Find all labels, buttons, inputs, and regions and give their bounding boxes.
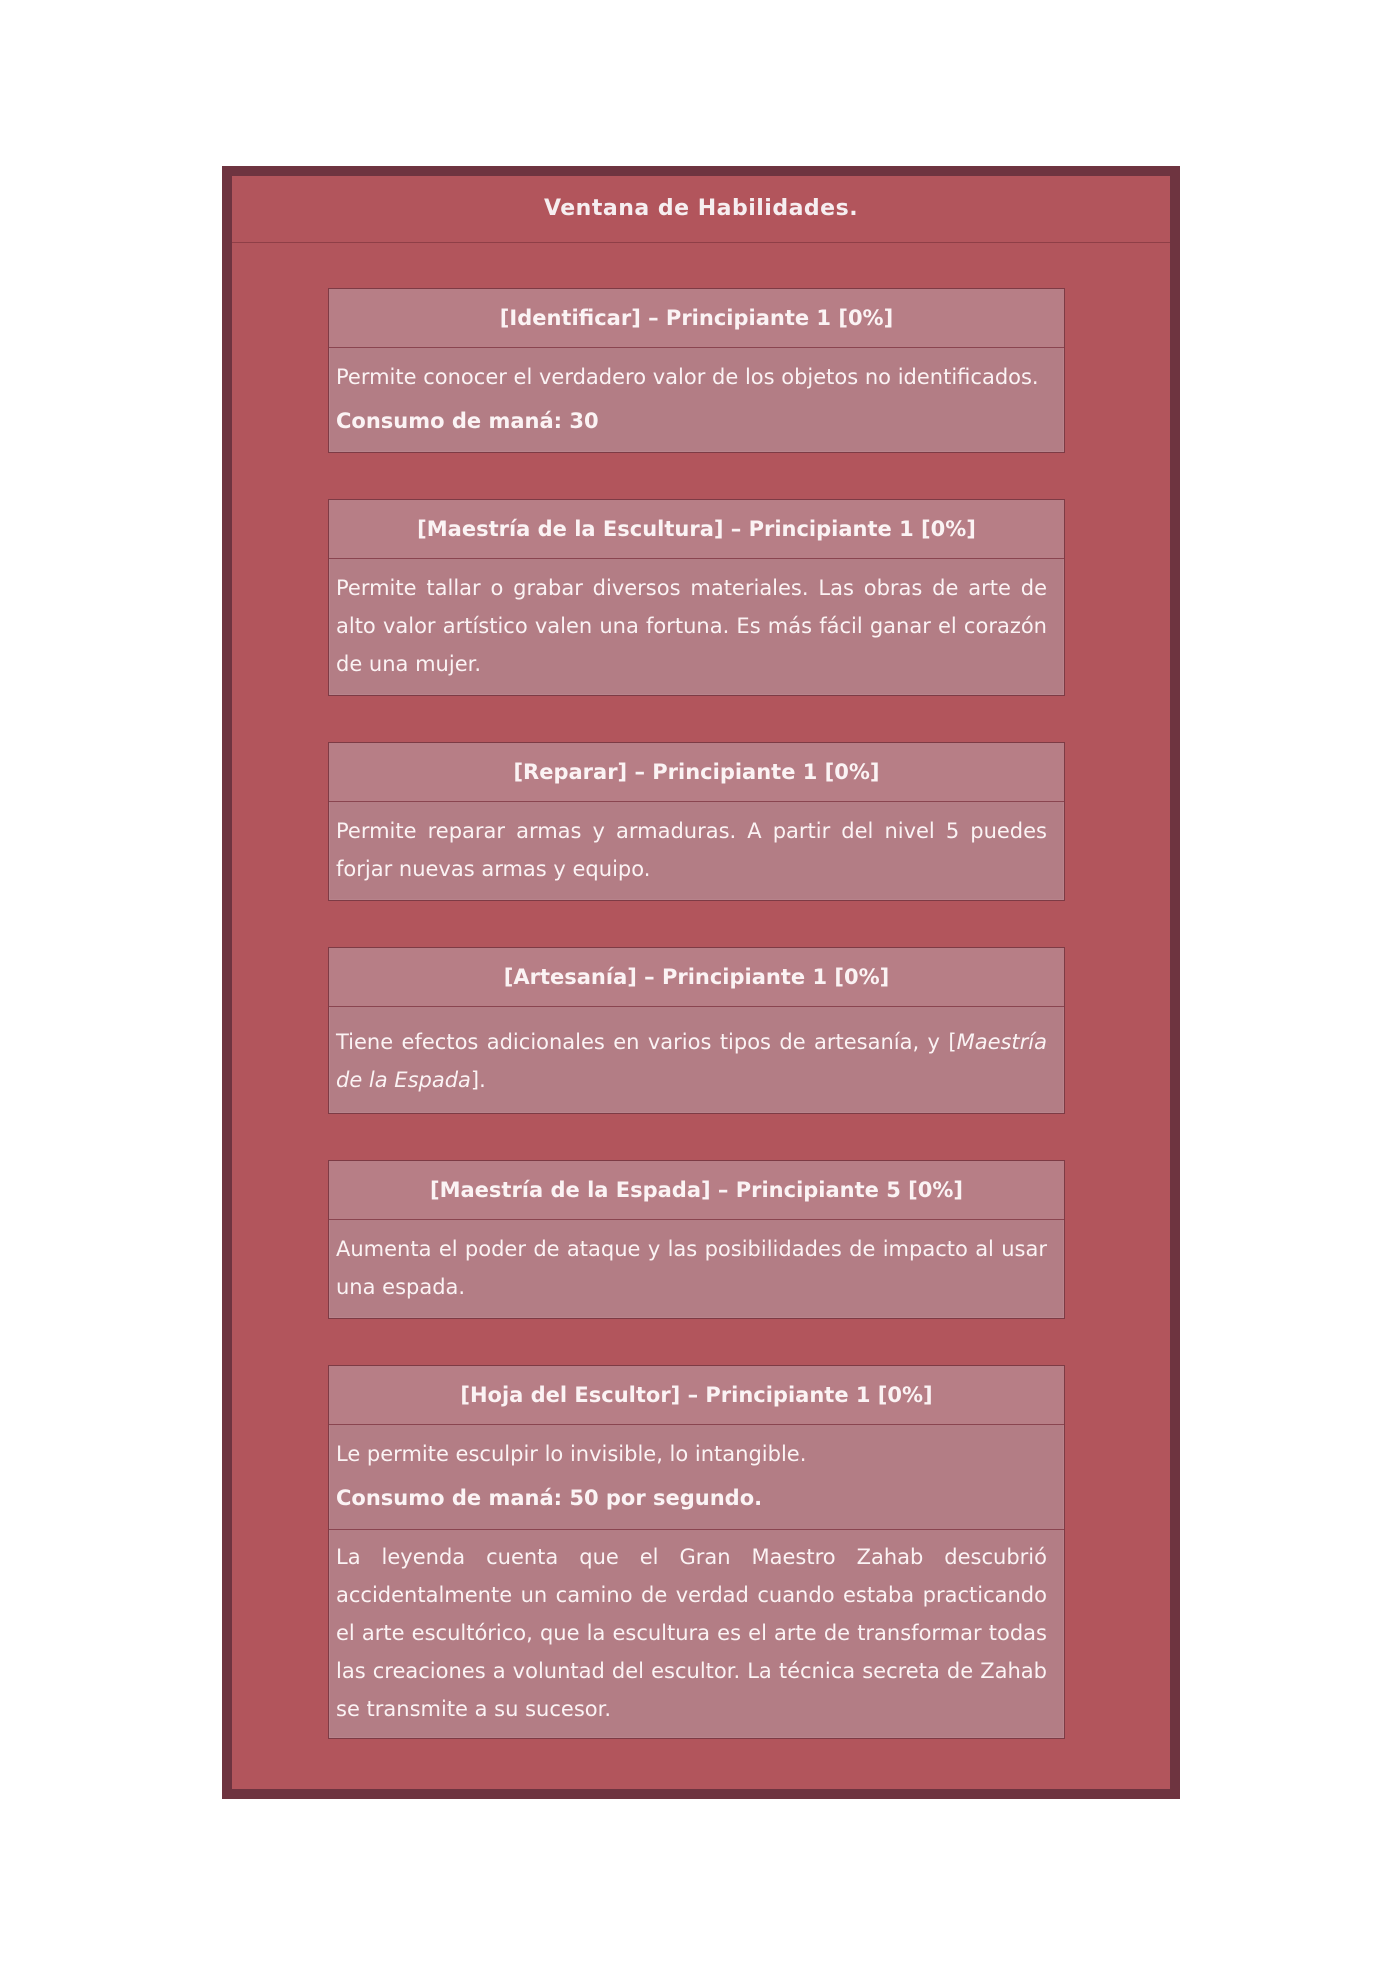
skill-body <box>329 1007 1064 1113</box>
skill-description: Permite tallar o grabar diversos materiales. Las obras de arte de alto valor artístico valen una fortuna. Es más fácil ganar el corazón de una mujer. <box>336 576 1047 676</box>
window-title: Ventana de Habilidades. <box>232 176 1170 243</box>
skill-card-maestria-espada <box>328 1160 1065 1319</box>
skill-body <box>329 802 1064 900</box>
skill-description-suffix: ]. <box>470 1068 486 1092</box>
skill-header: [Hoja del Escultor] – Principiante 1 [0%] <box>329 1366 1064 1425</box>
skills-window <box>222 166 1180 1799</box>
skill-list <box>328 288 1065 1739</box>
skill-body <box>329 1425 1064 1529</box>
skill-description: Permite reparar armas y armaduras. A partir del nivel 5 puedes forjar nuevas armas y equipo. <box>336 819 1047 881</box>
skill-lore: La leyenda cuenta que el Gran Maestro Zahab descubrió accidentalmente un camino de verdad cuando estaba practicando el arte escultórico, que la escultura es el arte de transformar todas las creaciones a voluntad del escultor. La técnica secreta de Zahab se transmite a su sucesor. <box>329 1529 1064 1738</box>
skill-card-reparar <box>328 742 1065 901</box>
skills-window-panel <box>232 176 1170 1789</box>
skill-card-maestria-escultura <box>328 499 1065 696</box>
skill-header: [Artesanía] – Principiante 1 [0%] <box>329 948 1064 1007</box>
skill-card-identificar <box>328 288 1065 453</box>
skill-body <box>329 348 1064 452</box>
skill-header: [Reparar] – Principiante 1 [0%] <box>329 743 1064 802</box>
skill-mana-cost: Consumo de maná: 30 <box>336 409 599 433</box>
skill-header: [Identificar] – Principiante 1 [0%] <box>329 289 1064 348</box>
skill-description <box>336 1023 1047 1099</box>
skill-body <box>329 1220 1064 1318</box>
skill-header: [Maestría de la Espada] – Principiante 5 [0%] <box>329 1161 1064 1220</box>
skill-description: Aumenta el poder de ataque y las posibilidades de impacto al usar una espada. <box>336 1237 1047 1299</box>
skill-mana-cost: Consumo de maná: 50 por segundo. <box>336 1486 763 1510</box>
skill-description-text: Tiene efectos adicionales en varios tipos de artesanía, y [ <box>336 1030 957 1054</box>
skill-description-emphasis: Maestría de la Espada <box>336 1030 1047 1092</box>
skill-body <box>329 559 1064 695</box>
skill-card-hoja-escultor <box>328 1365 1065 1739</box>
skill-description: Le permite esculpir lo invisible, lo intangible. <box>336 1442 807 1466</box>
skill-header: [Maestría de la Escultura] – Principiante 1 [0%] <box>329 500 1064 559</box>
skill-description: Permite conocer el verdadero valor de los objetos no identificados. <box>336 365 1039 389</box>
skill-card-artesania <box>328 947 1065 1114</box>
